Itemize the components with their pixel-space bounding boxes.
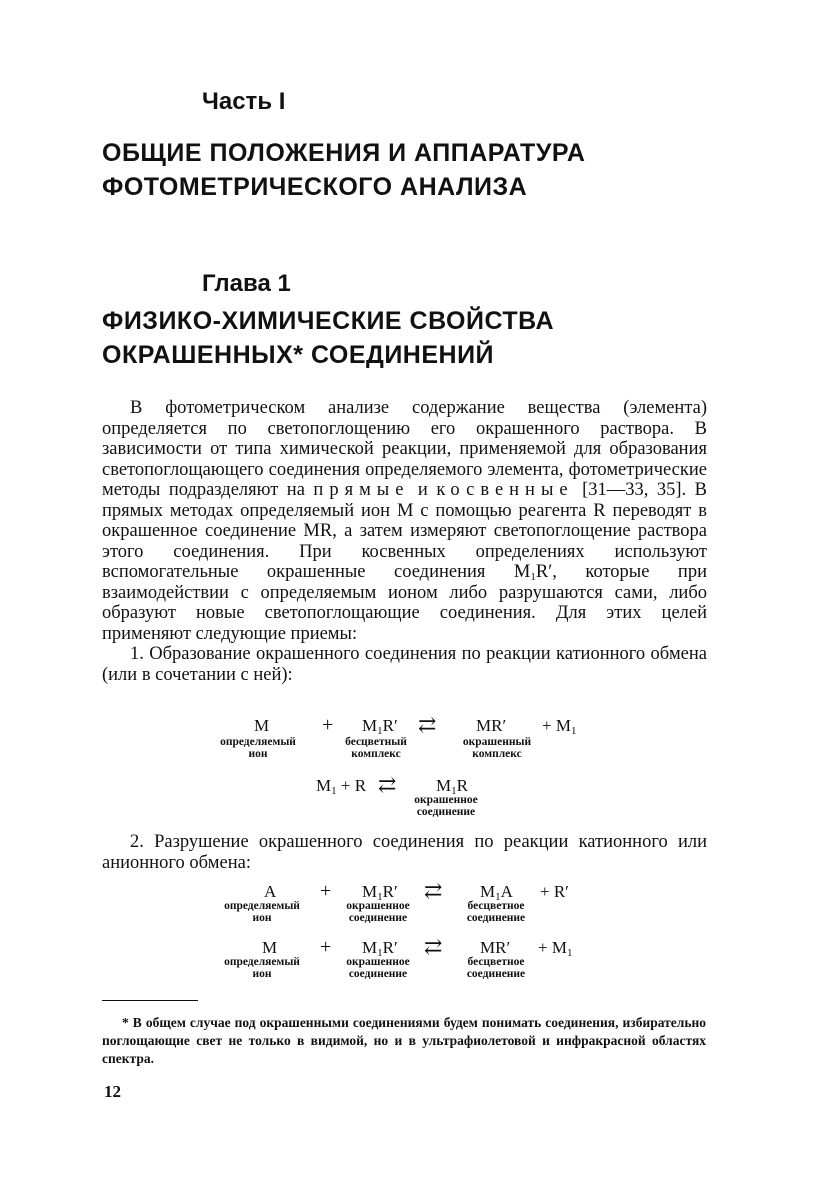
eq4-product: MR′ [480, 938, 511, 957]
eq4-equilibrium-arrow: ⇄ [424, 934, 443, 959]
eq1-label-3: окрашенный комплекс [462, 736, 532, 760]
footnote: * В общем случае под окрашенными соединениями будем понимать соединения, избирательно поглощающие свет не только в видимой, но и в ультрафиолетовой и инфракрасной областях спектра. [102, 1015, 706, 1066]
chapter-title-line2: ОКРАШЕННЫХ* СОЕДИНЕНИЙ [102, 341, 495, 369]
chapter-title-line1: ФИЗИКО-ХИМИЧЕСКИЕ СВОЙСТВА [102, 307, 555, 335]
eq2-product: $M_1R$ [436, 776, 468, 797]
eq3-label-2: окрашенное соединение [346, 900, 410, 924]
part-label: Часть I [202, 88, 286, 115]
eq4-label-1: определяемый ион [224, 956, 300, 980]
list-item-2: 2. Разрушение окрашенного соединения по реакции катионного или анионного обмена: [102, 832, 707, 873]
eq1-plus: + [322, 714, 334, 736]
eq4-label-2: окрашенное соединение [346, 956, 410, 980]
chapter-title [102, 304, 554, 372]
paragraph-1 [102, 398, 707, 644]
eq2-reactants: $M_1 + R$ [316, 776, 367, 797]
eq4-plus: + [320, 936, 332, 958]
eq3-byproduct: + R′ [540, 882, 569, 901]
eq2-equilibrium-arrow: ⇄ [378, 772, 397, 797]
eq4-byproduct: + $M_1$ [538, 938, 573, 959]
part-title-line2: ФОТОМЕТРИЧЕСКОГО АНАЛИЗА [102, 173, 528, 201]
eq3-label-1: определяемый ион [224, 900, 300, 924]
footnote-divider [102, 1000, 198, 1001]
list-item-1: 1. Образование окрашенного соединения по реакции катионного обмена (или в сочетании с ней): [102, 644, 707, 685]
eq1-label-2: бесцветный комплекс [345, 736, 407, 760]
p1-subscript: 1 [530, 571, 536, 583]
p1-part-d: R′, которые при взаимодействии с определяемым ионом либо разрушаются сами, либо образуют новые светопоглощающие соединения. Для этих целей применяют следующие приемы: [102, 562, 707, 644]
eq3-plus: + [320, 880, 332, 902]
body-text [102, 398, 707, 685]
eq3-product: $M_1A$ [480, 882, 513, 903]
eq3-label-3: бесцветное соединение [466, 900, 526, 924]
eq4-label-3: бесцветное соединение [466, 956, 526, 980]
eq1-reagent: $M_1R'$ [362, 716, 398, 737]
body-text-2 [102, 832, 707, 873]
p1-part-a: В фотометрическом анализе содержание вещества (элемента) определяется по светопоглощению его окрашенного раствора. В зависимости от типа химической реакции, применяемой для образования светопоглощающего соединения определяемого элемента, фотометрические методы подразделяют на [102, 398, 707, 500]
eq4-reagent: $M_1R'$ [362, 938, 398, 959]
p1-part-b: и [409, 480, 437, 500]
eq3-equilibrium-arrow: ⇄ [424, 878, 443, 903]
eq3-reagent: $M_1R'$ [362, 882, 398, 903]
chapter-label: Глава 1 [202, 270, 291, 297]
eq1-reactant-m: M [254, 716, 270, 735]
p1-spaced-direct: прямые [313, 480, 410, 500]
p1-spaced-indirect: косвенные [436, 480, 574, 500]
eq1-byproduct: + $M_1$ [542, 716, 577, 737]
part-title [102, 136, 585, 204]
eq4-reactant-m: M [262, 938, 278, 957]
eq1-label-1: определяемый ион [220, 736, 296, 760]
eq1-product: MR′ [476, 716, 507, 735]
eq1-equilibrium-arrow: ⇄ [418, 712, 437, 737]
page-number: 12 [104, 1082, 121, 1101]
part-title-line1: ОБЩИЕ ПОЛОЖЕНИЯ И АППАРАТУРА [102, 139, 586, 167]
p1-part-c: [31—33, 35]. В прямых методах определяемый ион M с помощью реагента R переводят в окрашенное соединение MR, а затем измеряют светопоглощение раствора этого соединения. При косвенных определениях используют вспомогательные окрашенные соединения M [102, 480, 707, 582]
eq3-reactant-a: A [264, 882, 277, 901]
eq2-label: окрашенное соединение [414, 794, 478, 818]
